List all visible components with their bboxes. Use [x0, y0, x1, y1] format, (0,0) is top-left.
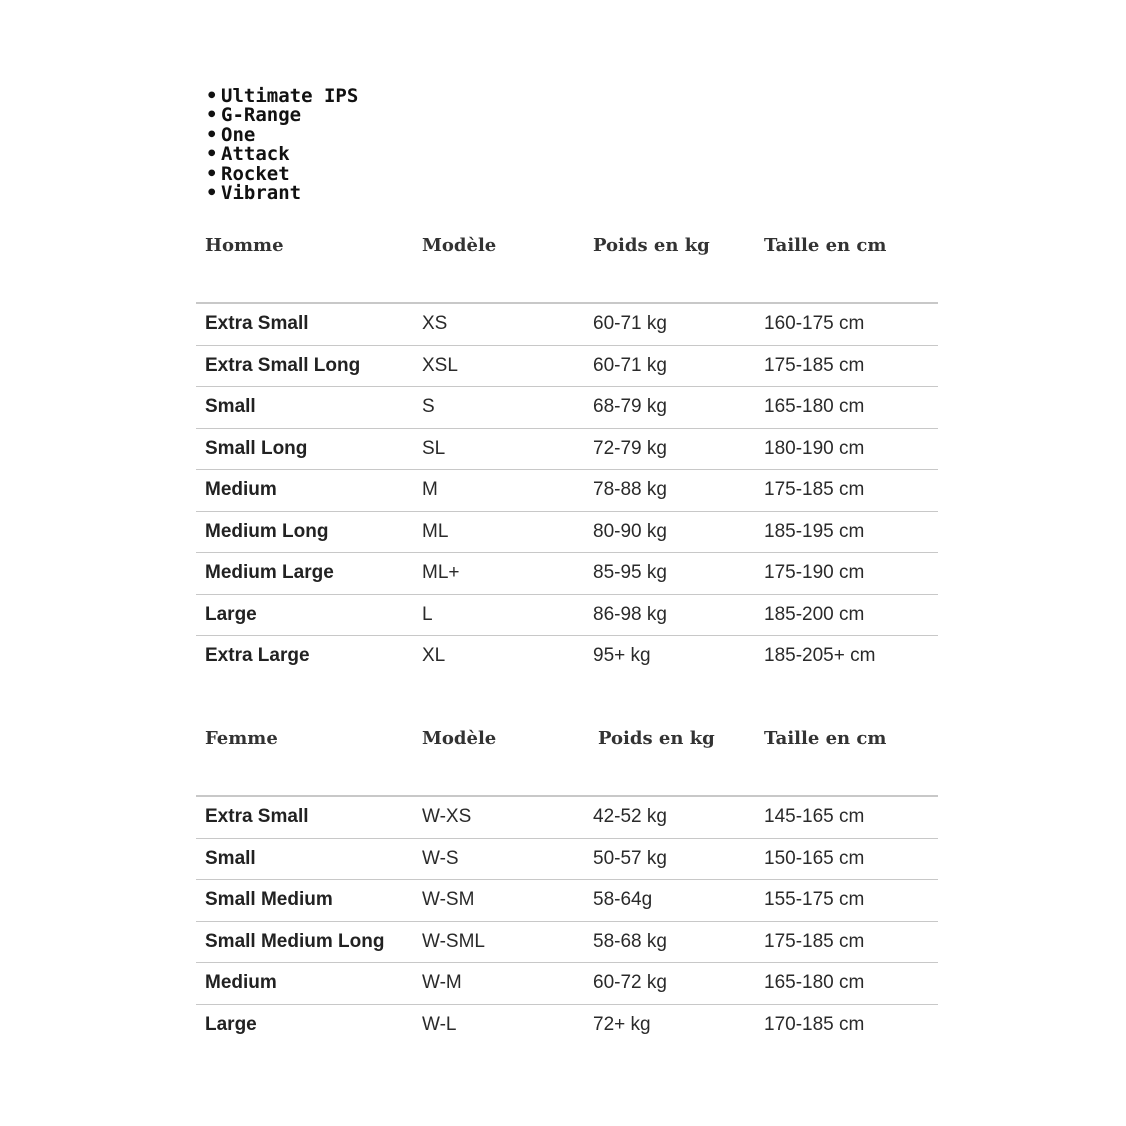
size-name: Small: [205, 847, 256, 869]
table-row: [196, 595, 938, 637]
table-row: [196, 636, 938, 677]
height-range: 175-185 cm: [764, 354, 865, 376]
model-name: Rocket: [221, 162, 290, 185]
weight-range: 50-57 kg: [593, 847, 667, 869]
height-range: 185-200 cm: [764, 603, 865, 625]
height-range: 150-165 cm: [764, 847, 865, 869]
table-row: [196, 429, 938, 471]
size-name: Extra Large: [205, 645, 310, 666]
height-range: 165-180 cm: [764, 396, 865, 417]
femme-size-table: [196, 723, 938, 1045]
size-name: Extra Small: [205, 806, 309, 827]
height-range: 170-185 cm: [764, 1013, 865, 1035]
header-weight: Poids en kg: [598, 728, 715, 749]
size-code: L: [422, 603, 433, 625]
bullet-icon: •: [206, 162, 218, 185]
table-row: [196, 839, 938, 881]
size-code: W-XS: [422, 806, 472, 827]
weight-range: 58-64g: [593, 889, 653, 910]
height-range: 145-165 cm: [764, 806, 865, 827]
table-row: [196, 387, 938, 429]
homme-size-table: [196, 230, 938, 677]
weight-range: 80-90 kg: [593, 520, 667, 542]
weight-range: 68-79 kg: [593, 396, 667, 417]
height-range: 185-195 cm: [764, 520, 865, 542]
table-row: [196, 553, 938, 595]
weight-range: 42-52 kg: [593, 806, 667, 827]
weight-range: 72+ kg: [593, 1013, 651, 1035]
size-code: M: [422, 479, 438, 500]
height-range: 175-190 cm: [764, 562, 865, 583]
model-list: [206, 87, 358, 203]
size-code: S: [422, 396, 435, 417]
size-code: W-SML: [422, 930, 485, 952]
header-category: Femme: [205, 728, 278, 749]
table-row: [196, 880, 938, 922]
weight-range: 60-71 kg: [593, 313, 667, 334]
size-name: Medium Long: [205, 520, 329, 542]
size-name: Small Medium: [205, 889, 333, 910]
header-model: Modèle: [422, 235, 497, 256]
size-code: ML: [422, 520, 449, 542]
bullet-icon: •: [206, 143, 218, 166]
model-name: One: [221, 123, 256, 146]
size-name: Large: [205, 1013, 257, 1035]
size-code: W-L: [422, 1013, 457, 1035]
model-name: Vibrant: [221, 181, 302, 204]
weight-range: 86-98 kg: [593, 603, 667, 625]
bullet-icon: •: [206, 104, 218, 127]
header-weight: Poids en kg: [593, 235, 710, 256]
table-row: [196, 963, 938, 1005]
size-code: W-SM: [422, 889, 475, 910]
table-row: [196, 304, 938, 346]
size-name: Medium Large: [205, 562, 334, 583]
weight-range: 60-71 kg: [593, 354, 667, 376]
weight-range: 72-79 kg: [593, 437, 667, 459]
table-row: [196, 346, 938, 388]
table-row: [196, 922, 938, 964]
size-code: W-S: [422, 847, 459, 869]
size-name: Small Medium Long: [205, 930, 385, 952]
header-model: Modèle: [422, 728, 497, 749]
header-category: Homme: [205, 235, 284, 256]
table-row: [196, 470, 938, 512]
size-name: Extra Small: [205, 313, 309, 334]
table-row: [196, 512, 938, 554]
header-height: Taille en cm: [764, 728, 887, 749]
model-name: G-Range: [221, 104, 302, 127]
table-row: [196, 1005, 938, 1046]
size-code: XL: [422, 645, 446, 666]
height-range: 155-175 cm: [764, 889, 865, 910]
weight-range: 78-88 kg: [593, 479, 667, 500]
size-name: Medium: [205, 479, 277, 500]
weight-range: 95+ kg: [593, 645, 651, 666]
height-range: 175-185 cm: [764, 930, 865, 952]
height-range: 185-205+ cm: [764, 645, 876, 666]
height-range: 175-185 cm: [764, 479, 865, 500]
size-code: SL: [422, 437, 446, 459]
table-row: [196, 797, 938, 839]
size-name: Extra Small Long: [205, 354, 361, 376]
size-name: Small Long: [205, 437, 308, 459]
size-code: ML+: [422, 562, 460, 583]
bullet-icon: •: [206, 123, 218, 146]
table-header-row: [196, 723, 938, 797]
weight-range: 85-95 kg: [593, 562, 667, 583]
header-height: Taille en cm: [764, 235, 887, 256]
table-header-row: [196, 230, 938, 304]
weight-range: 58-68 kg: [593, 930, 667, 952]
bullet-icon: •: [206, 181, 218, 204]
weight-range: 60-72 kg: [593, 972, 667, 993]
height-range: 165-180 cm: [764, 972, 865, 993]
height-range: 180-190 cm: [764, 437, 865, 459]
size-name: Medium: [205, 972, 277, 993]
size-name: Small: [205, 396, 256, 417]
size-code: XS: [422, 313, 448, 334]
height-range: 160-175 cm: [764, 313, 865, 334]
model-list-item: [206, 181, 358, 204]
model-name: Ultimate IPS: [221, 85, 359, 107]
bullet-icon: •: [206, 85, 218, 107]
size-code: XSL: [422, 354, 458, 376]
size-name: Large: [205, 603, 257, 625]
size-code: W-M: [422, 972, 462, 993]
model-name: Attack: [221, 143, 290, 166]
